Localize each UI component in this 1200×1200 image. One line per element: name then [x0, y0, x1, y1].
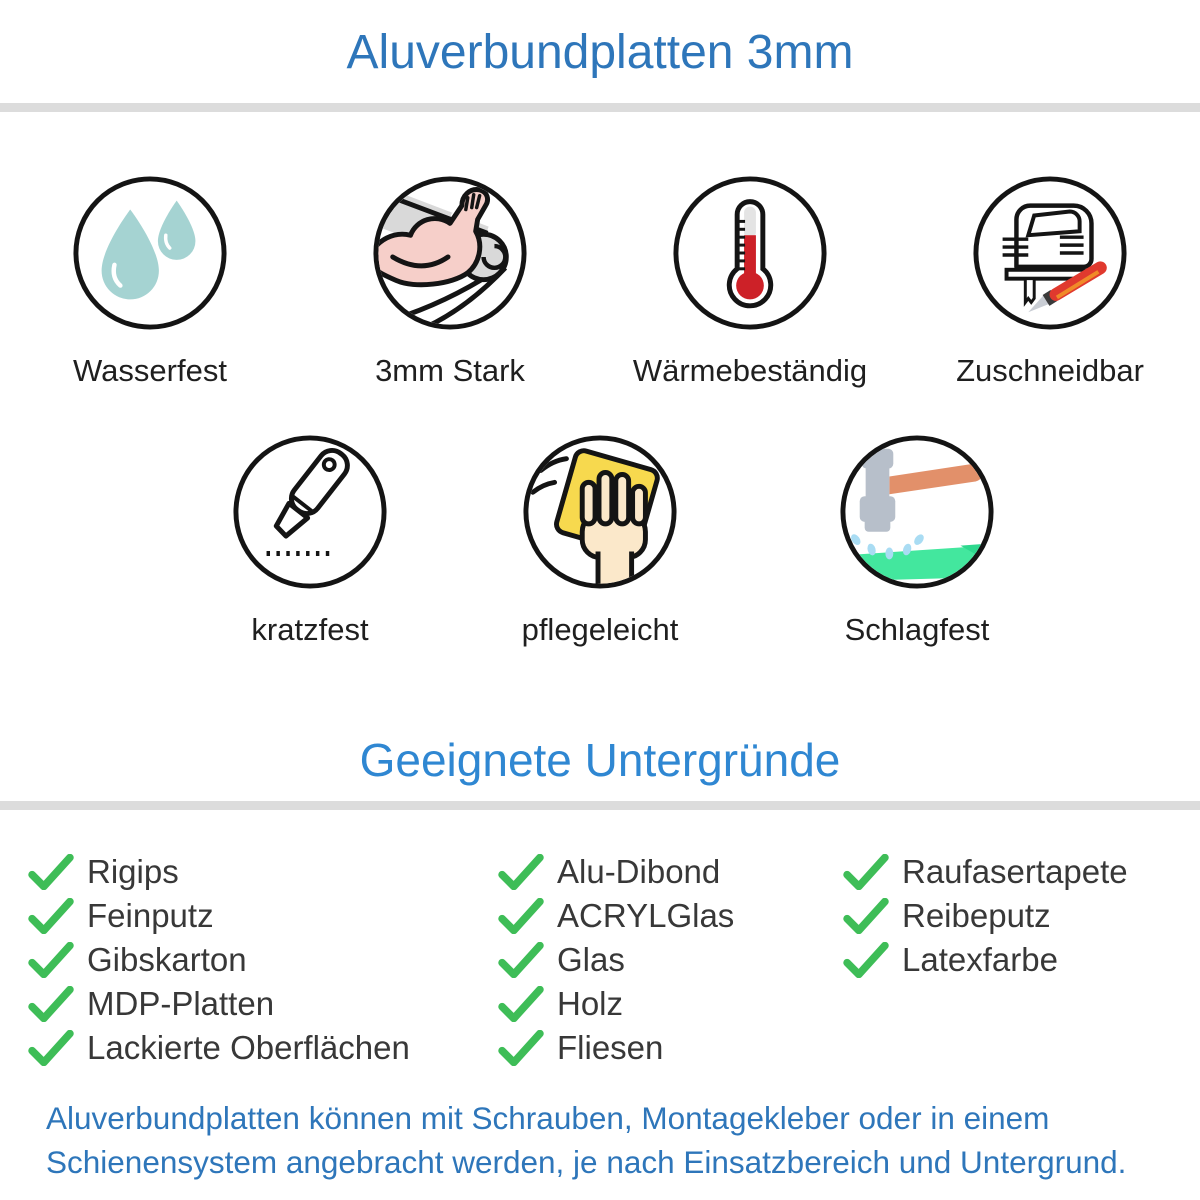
list-item-label: Feinputz	[87, 897, 214, 934]
feature-waermebestaendig	[600, 174, 900, 389]
list-item	[498, 850, 734, 894]
utility-knife-icon	[231, 433, 389, 591]
feature-label: pflegeleicht	[521, 612, 679, 647]
substrates-column-1	[28, 850, 410, 1070]
thermometer-icon	[671, 174, 829, 332]
check-icon	[498, 986, 544, 1022]
hammer-impact-icon	[838, 433, 996, 591]
section-heading: Geeignete Untergründe	[359, 734, 841, 786]
substrates-column-3	[843, 850, 1128, 982]
list-item	[498, 894, 734, 938]
feature-row-1	[0, 174, 1200, 389]
substrates-column-2	[498, 850, 734, 1070]
mounting-note-line-1: Aluverbundplatten können mit Schrauben, Montagekleber oder in einem	[46, 1100, 1050, 1136]
check-icon	[28, 986, 74, 1022]
list-item-label: ACRYLGlas	[557, 897, 735, 934]
check-icon	[28, 1030, 74, 1066]
list-item	[843, 850, 1128, 894]
hand-wiping-cloth-icon	[521, 433, 679, 591]
water-drops-icon	[71, 174, 229, 332]
mounting-note	[46, 1096, 1200, 1184]
page-title: Aluverbundplatten 3mm	[346, 26, 854, 79]
list-item	[498, 982, 734, 1026]
feature-zuschneidbar	[900, 174, 1200, 389]
feature-pflegeleicht	[450, 433, 750, 648]
divider	[0, 103, 1200, 112]
list-item	[28, 938, 410, 982]
check-icon	[498, 942, 544, 978]
check-icon	[498, 898, 544, 934]
list-item-label: Reibeputz	[902, 897, 1051, 934]
list-item-label: Alu-Dibond	[557, 853, 721, 890]
list-item-label: Fliesen	[557, 1029, 664, 1066]
feature-row-2	[0, 433, 1200, 653]
flexed-arm-rolled-plate-icon	[371, 174, 529, 332]
list-item-label: Glas	[557, 941, 625, 978]
list-item	[843, 894, 1128, 938]
feature-wasserfest	[0, 174, 300, 389]
list-item	[28, 982, 410, 1026]
feature-label: Zuschneidbar	[956, 353, 1144, 388]
feature-label: Schlagfest	[844, 612, 990, 647]
list-item-label: Holz	[557, 985, 624, 1022]
feature-label: kratzfest	[251, 612, 369, 647]
check-icon	[843, 942, 889, 978]
feature-label: Wärmebeständig	[632, 353, 868, 388]
list-item-label: MDP-Platten	[87, 985, 275, 1022]
list-item	[843, 938, 1128, 982]
list-item	[498, 938, 734, 982]
check-icon	[498, 854, 544, 890]
check-icon	[28, 854, 74, 890]
feature-schlagfest	[767, 433, 1067, 648]
check-icon	[843, 898, 889, 934]
feature-kratzfest	[160, 433, 460, 648]
list-item-label: Lackierte Oberflächen	[87, 1029, 410, 1066]
list-item	[28, 1026, 410, 1070]
feature-label: Wasserfest	[73, 353, 227, 388]
check-icon	[498, 1030, 544, 1066]
list-item	[28, 850, 410, 894]
jigsaw-and-knife-icon	[971, 174, 1129, 332]
check-icon	[843, 854, 889, 890]
list-item-label: Gibskarton	[87, 941, 247, 978]
check-icon	[28, 942, 74, 978]
check-icon	[28, 898, 74, 934]
list-item	[28, 894, 410, 938]
list-item-label: Raufasertapete	[902, 853, 1128, 890]
list-item-label: Latexfarbe	[902, 941, 1058, 978]
feature-label: 3mm Stark	[375, 353, 525, 388]
feature-3mm-stark	[300, 174, 600, 389]
list-item	[498, 1026, 734, 1070]
divider	[0, 801, 1200, 810]
mounting-note-line-2: Schienensystem angebracht werden, je nach Einsatzbereich und Untergrund.	[46, 1144, 1127, 1180]
list-item-label: Rigips	[87, 853, 179, 890]
substrates-list	[0, 850, 1200, 1072]
